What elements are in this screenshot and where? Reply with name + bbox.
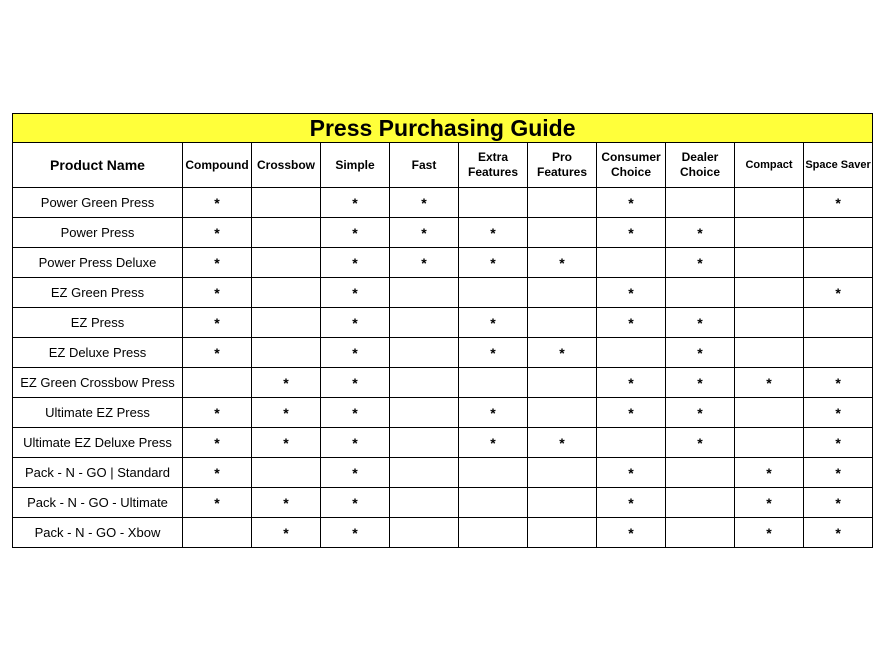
column-header-extra-features: Extra Features (459, 143, 528, 188)
check-mark: * (283, 404, 289, 421)
feature-cell (735, 248, 804, 278)
feature-cell (321, 338, 390, 368)
check-mark: * (352, 254, 358, 271)
feature-cell (528, 338, 597, 368)
product-name-cell: Pack - N - GO - Ultimate (13, 488, 183, 518)
feature-cell (390, 308, 459, 338)
feature-cell (252, 188, 321, 218)
feature-cell (804, 218, 873, 248)
check-mark: * (352, 374, 358, 391)
feature-cell (666, 248, 735, 278)
feature-cell (528, 188, 597, 218)
check-mark: * (214, 194, 220, 211)
feature-cell (321, 398, 390, 428)
check-mark: * (766, 374, 772, 391)
feature-cell (252, 338, 321, 368)
feature-cell (666, 218, 735, 248)
feature-cell (666, 428, 735, 458)
check-mark: * (283, 494, 289, 511)
check-mark: * (559, 434, 565, 451)
check-mark: * (490, 314, 496, 331)
feature-cell (459, 308, 528, 338)
check-mark: * (766, 464, 772, 481)
check-mark: * (352, 194, 358, 211)
feature-cell (666, 458, 735, 488)
check-mark: * (214, 224, 220, 241)
feature-cell (321, 188, 390, 218)
feature-cell (321, 278, 390, 308)
check-mark: * (697, 374, 703, 391)
feature-cell (183, 188, 252, 218)
check-mark: * (283, 524, 289, 541)
feature-cell (597, 428, 666, 458)
feature-cell (735, 488, 804, 518)
check-mark: * (352, 284, 358, 301)
check-mark: * (628, 194, 634, 211)
column-header-compact: Compact (735, 143, 804, 188)
check-mark: * (697, 224, 703, 241)
feature-cell (459, 218, 528, 248)
check-mark: * (490, 224, 496, 241)
check-mark: * (490, 434, 496, 451)
check-mark: * (835, 524, 841, 541)
feature-cell (390, 338, 459, 368)
column-header-product-name: Product Name (13, 143, 183, 188)
feature-cell (666, 188, 735, 218)
feature-cell (183, 218, 252, 248)
column-header-dealer-choice: Dealer Choice (666, 143, 735, 188)
feature-cell (390, 368, 459, 398)
check-mark: * (766, 494, 772, 511)
table-body (13, 188, 873, 548)
feature-cell (252, 458, 321, 488)
feature-cell (183, 308, 252, 338)
check-mark: * (283, 374, 289, 391)
product-name-cell: EZ Press (13, 308, 183, 338)
check-mark: * (352, 494, 358, 511)
check-mark: * (214, 464, 220, 481)
feature-cell (459, 278, 528, 308)
feature-cell (183, 278, 252, 308)
feature-cell (735, 368, 804, 398)
check-mark: * (421, 194, 427, 211)
feature-cell (183, 518, 252, 548)
feature-cell (183, 248, 252, 278)
table-row (13, 188, 873, 218)
check-mark: * (628, 404, 634, 421)
feature-cell (804, 248, 873, 278)
check-mark: * (352, 224, 358, 241)
feature-cell (390, 518, 459, 548)
column-header-space-saver: Space Saver (804, 143, 873, 188)
feature-cell (528, 488, 597, 518)
feature-cell (597, 458, 666, 488)
feature-cell (183, 458, 252, 488)
check-mark: * (283, 434, 289, 451)
feature-cell (252, 518, 321, 548)
feature-cell (321, 308, 390, 338)
check-mark: * (628, 224, 634, 241)
check-mark: * (628, 374, 634, 391)
feature-cell (459, 248, 528, 278)
feature-cell (459, 188, 528, 218)
check-mark: * (628, 524, 634, 541)
check-mark: * (352, 404, 358, 421)
product-name-cell: Pack - N - GO | Standard (13, 458, 183, 488)
feature-cell (321, 458, 390, 488)
feature-cell (390, 428, 459, 458)
table-row (13, 428, 873, 458)
feature-cell (597, 188, 666, 218)
table-row (13, 308, 873, 338)
feature-cell (666, 518, 735, 548)
check-mark: * (559, 254, 565, 271)
check-mark: * (490, 254, 496, 271)
feature-cell (459, 518, 528, 548)
column-header-fast: Fast (390, 143, 459, 188)
check-mark: * (352, 314, 358, 331)
feature-cell (735, 428, 804, 458)
feature-cell (528, 368, 597, 398)
feature-cell (597, 308, 666, 338)
feature-cell (252, 428, 321, 458)
check-mark: * (835, 194, 841, 211)
feature-cell (735, 338, 804, 368)
product-name-cell: Power Press (13, 218, 183, 248)
feature-cell (528, 278, 597, 308)
feature-cell (321, 368, 390, 398)
feature-cell (804, 398, 873, 428)
feature-cell (252, 368, 321, 398)
feature-cell (666, 398, 735, 428)
feature-cell (390, 398, 459, 428)
check-mark: * (697, 254, 703, 271)
table-row (13, 488, 873, 518)
check-mark: * (352, 344, 358, 361)
feature-cell (528, 458, 597, 488)
product-name-cell: Power Green Press (13, 188, 183, 218)
press-purchasing-guide-table (12, 113, 873, 548)
check-mark: * (766, 524, 772, 541)
column-header-row (13, 143, 873, 188)
column-header-compound: Compound (183, 143, 252, 188)
feature-cell (183, 428, 252, 458)
check-mark: * (835, 374, 841, 391)
check-mark: * (835, 284, 841, 301)
feature-cell (321, 518, 390, 548)
product-name-cell: EZ Green Crossbow Press (13, 368, 183, 398)
feature-cell (528, 398, 597, 428)
feature-cell (390, 218, 459, 248)
table-row (13, 458, 873, 488)
feature-cell (804, 308, 873, 338)
check-mark: * (697, 344, 703, 361)
feature-cell (321, 218, 390, 248)
feature-cell (804, 278, 873, 308)
feature-cell (390, 458, 459, 488)
feature-cell (597, 278, 666, 308)
feature-cell (735, 518, 804, 548)
column-header-pro-features: Pro Features (528, 143, 597, 188)
feature-cell (252, 248, 321, 278)
check-mark: * (628, 464, 634, 481)
table-row (13, 248, 873, 278)
feature-cell (804, 188, 873, 218)
table-row (13, 338, 873, 368)
feature-cell (459, 428, 528, 458)
feature-cell (252, 218, 321, 248)
check-mark: * (214, 254, 220, 271)
check-mark: * (214, 284, 220, 301)
feature-cell (252, 308, 321, 338)
feature-cell (390, 278, 459, 308)
table-row (13, 278, 873, 308)
column-header-simple: Simple (321, 143, 390, 188)
feature-cell (252, 278, 321, 308)
feature-cell (666, 278, 735, 308)
feature-cell (459, 368, 528, 398)
feature-cell (459, 338, 528, 368)
feature-cell (459, 458, 528, 488)
check-mark: * (490, 344, 496, 361)
product-name-cell: Ultimate EZ Deluxe Press (13, 428, 183, 458)
column-header-consumer-choice: Consumer Choice (597, 143, 666, 188)
feature-cell (597, 218, 666, 248)
feature-cell (252, 488, 321, 518)
feature-cell (321, 428, 390, 458)
check-mark: * (697, 434, 703, 451)
table-row (13, 398, 873, 428)
feature-cell (666, 338, 735, 368)
check-mark: * (697, 314, 703, 331)
feature-cell (666, 488, 735, 518)
check-mark: * (490, 404, 496, 421)
feature-cell (735, 308, 804, 338)
check-mark: * (214, 404, 220, 421)
feature-cell (183, 398, 252, 428)
table-title: Press Purchasing Guide (13, 114, 873, 143)
feature-cell (666, 368, 735, 398)
check-mark: * (352, 524, 358, 541)
feature-cell (597, 518, 666, 548)
check-mark: * (352, 464, 358, 481)
feature-cell (390, 488, 459, 518)
check-mark: * (835, 434, 841, 451)
feature-cell (666, 308, 735, 338)
check-mark: * (628, 314, 634, 331)
feature-cell (804, 428, 873, 458)
feature-cell (528, 518, 597, 548)
feature-cell (528, 308, 597, 338)
feature-cell (528, 218, 597, 248)
feature-cell (321, 488, 390, 518)
feature-cell (804, 518, 873, 548)
feature-cell (804, 458, 873, 488)
feature-cell (528, 248, 597, 278)
feature-cell (597, 368, 666, 398)
column-header-crossbow: Crossbow (252, 143, 321, 188)
feature-cell (183, 338, 252, 368)
check-mark: * (214, 344, 220, 361)
feature-cell (321, 248, 390, 278)
feature-cell (183, 368, 252, 398)
feature-cell (459, 488, 528, 518)
check-mark: * (628, 494, 634, 511)
feature-cell (735, 188, 804, 218)
feature-cell (459, 398, 528, 428)
feature-cell (735, 278, 804, 308)
check-mark: * (214, 314, 220, 331)
check-mark: * (835, 404, 841, 421)
feature-cell (390, 188, 459, 218)
feature-cell (804, 488, 873, 518)
feature-cell (735, 398, 804, 428)
feature-cell (390, 248, 459, 278)
table-row (13, 368, 873, 398)
check-mark: * (628, 284, 634, 301)
feature-cell (804, 338, 873, 368)
check-mark: * (421, 254, 427, 271)
feature-cell (735, 458, 804, 488)
feature-cell (597, 338, 666, 368)
check-mark: * (835, 464, 841, 481)
feature-cell (597, 248, 666, 278)
check-mark: * (697, 404, 703, 421)
table-row (13, 518, 873, 548)
check-mark: * (352, 434, 358, 451)
product-name-cell: EZ Deluxe Press (13, 338, 183, 368)
product-name-cell: Pack - N - GO - Xbow (13, 518, 183, 548)
check-mark: * (559, 344, 565, 361)
feature-cell (528, 428, 597, 458)
feature-cell (597, 488, 666, 518)
product-name-cell: Power Press Deluxe (13, 248, 183, 278)
product-name-cell: Ultimate EZ Press (13, 398, 183, 428)
product-name-cell: EZ Green Press (13, 278, 183, 308)
feature-cell (183, 488, 252, 518)
check-mark: * (421, 224, 427, 241)
check-mark: * (214, 494, 220, 511)
check-mark: * (214, 434, 220, 451)
feature-cell (597, 398, 666, 428)
feature-cell (804, 368, 873, 398)
feature-cell (735, 218, 804, 248)
check-mark: * (835, 494, 841, 511)
feature-cell (252, 398, 321, 428)
table-row (13, 218, 873, 248)
